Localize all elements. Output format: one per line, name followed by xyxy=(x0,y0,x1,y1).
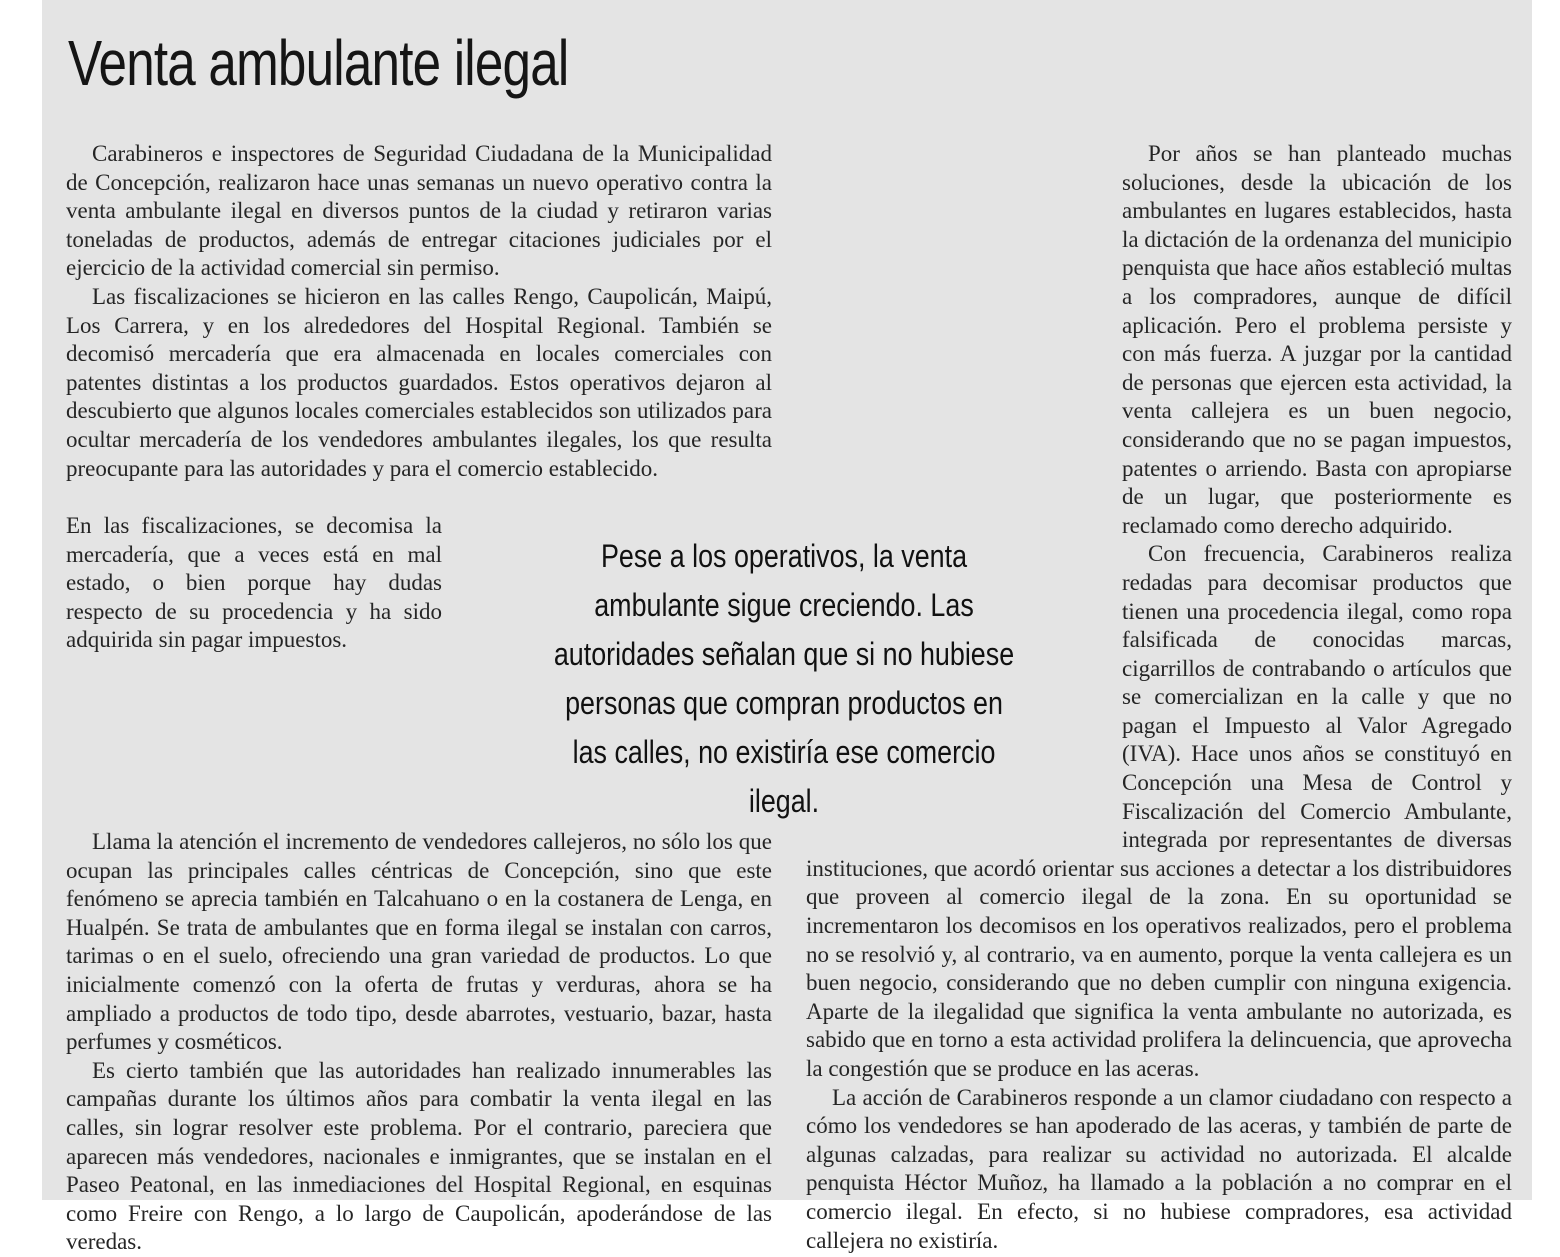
pull-quote-text: Pese a los operativos, la venta ambulante sigue creciendo. Las autoridades señalan que si no hubiese personas que compran productos en las calles, no existiría ese comercio ilegal. xyxy=(553,538,1015,819)
left-paragraph-5: Es cierto también que las autoridades han realizado innumerables las campañas durante los últimos años para combatir la venta ilegal en las calles, sin lograr resolver este problema. Por el contrario, pareciera que aparecen más vendedores, nacionales e inmigrantes, que se instalan en el Paseo Peatonal, en las inmediaciones del Hospital Regional, en esquinas como Freire con Rengo, a lo largo de Caupolicán, apoderándose de las veredas. xyxy=(66,1057,772,1255)
right-paragraph-2: Con frecuencia, Carabineros realiza redadas para decomisar productos que tienen una procedencia ilegal, como ropa falsificada de conocidas marcas, cigarrillos de contrabando o artículos que se comercializan en la calle y que no pagan el Impuesto al Valor Agregado (IVA). Hace unos años se constituyó en Concepción una Mesa de Control y Fiscalización del Comercio Ambulante, integrada por representantes de diversas instituciones, que acordó orientar sus acciones a detectar a los distribuidores que proveen al comercio ilegal de la zona. En su oportunidad se incrementaron los decomisos en los operativos realizados, pero el problema no se resolvió y, al contrario, va en aumento, porque la venta callejera es un buen negocio, considerando que no deben cumplir con ninguna exigencia. Aparte de la ilegalidad que significa la venta ambulante no autorizada, es sabido que en torno a esta actividad prolifera la delincuencia, que aprovecha la congestión que se produce en las aceras. xyxy=(806,541,1512,1081)
left-column-top xyxy=(66,140,772,483)
pull-quote xyxy=(504,532,1064,826)
right-paragraph-3: La acción de Carabineros responde a un clamor ciudadano con respecto a cómo los vendedores se han apoderado de las aceras, y también de parte de algunas calzadas, para realizar su actividad no autorizada. El alcalde penquista Héctor Muñoz, ha llamado a la población a no comprar en el comercio ilegal. En efecto, si no hubiese compradores, esa actividad callejera no existiría. xyxy=(806,1084,1512,1253)
left-paragraph-4: Llama la atención el incremento de vendedores callejeros, no sólo los que ocupan las principales calles céntricas de Concepción, sino que este fenómeno se aprecia también en Talcahuano o en la costanera de Lenga, en Hualpén. Se trata de ambulantes que en forma ilegal se instalan con carros, tarimas o en el suelo, ofreciendo una gran variedad de productos. Lo que inicialmente comenzó con la oferta de frutas y verduras, ahora se ha ampliado a productos de todo tipo, desde abarrotes, vestuario, bazar, hasta perfumes y cosméticos. xyxy=(66,829,772,1055)
left-column-narrow xyxy=(66,512,442,655)
left-paragraph-2: Las fiscalizaciones se hicieron en las calles Rengo, Caupolicán, Maipú, Los Carrera, y en los alrededores del Hospital Regional. También se decomisó mercadería que era almacenada en locales comerciales con patentes distintas a los productos guardados. Estos operativos dejaron al descubierto que algunos locales comerciales establecidos son utilizados para ocultar mercadería de los vendedores ambulantes ilegales, los que resulta preocupante para las autoridades y para el comercio establecido. xyxy=(66,283,772,481)
article-title: Venta ambulante ilegal xyxy=(68,27,569,99)
left-paragraph-1: Carabineros e inspectores de Seguridad Ciudadana de la Municipalidad de Concepción, realizaron hace unas semanas un nuevo operativo contra la venta ambulante ilegal en diversos puntos de la ciudad y retiraron varias toneladas de productos, además de entregar citaciones judiciales por el ejercicio de la actividad comercial sin permiso. xyxy=(66,141,772,281)
left-paragraph-3: En las fiscalizaciones, se decomisa la mercadería, que a veces está en mal estado, o bien porque hay dudas respecto de su procedencia y ha sido adquirida sin pagar impuestos. xyxy=(66,513,442,653)
right-paragraph-1: Por años se han planteado muchas soluciones, desde la ubicación de los ambulantes en lugares establecidos, hasta la dictación de la ordenanza del municipio penquista que hace años estableció multas a los compradores, aunque de difícil aplicación. Pero el problema persiste y con más fuerza. A juzgar por la cantidad de personas que ejercen esta actividad, la venta callejera es un buen negocio, considerando que no se pagan impuestos, patentes o arriendo. Basta con apropiarse de un lugar, que posteriormente es reclamado como derecho adquirido. xyxy=(1122,141,1512,538)
left-wrap-spacer xyxy=(66,656,442,828)
newspaper-page xyxy=(42,0,1532,1255)
